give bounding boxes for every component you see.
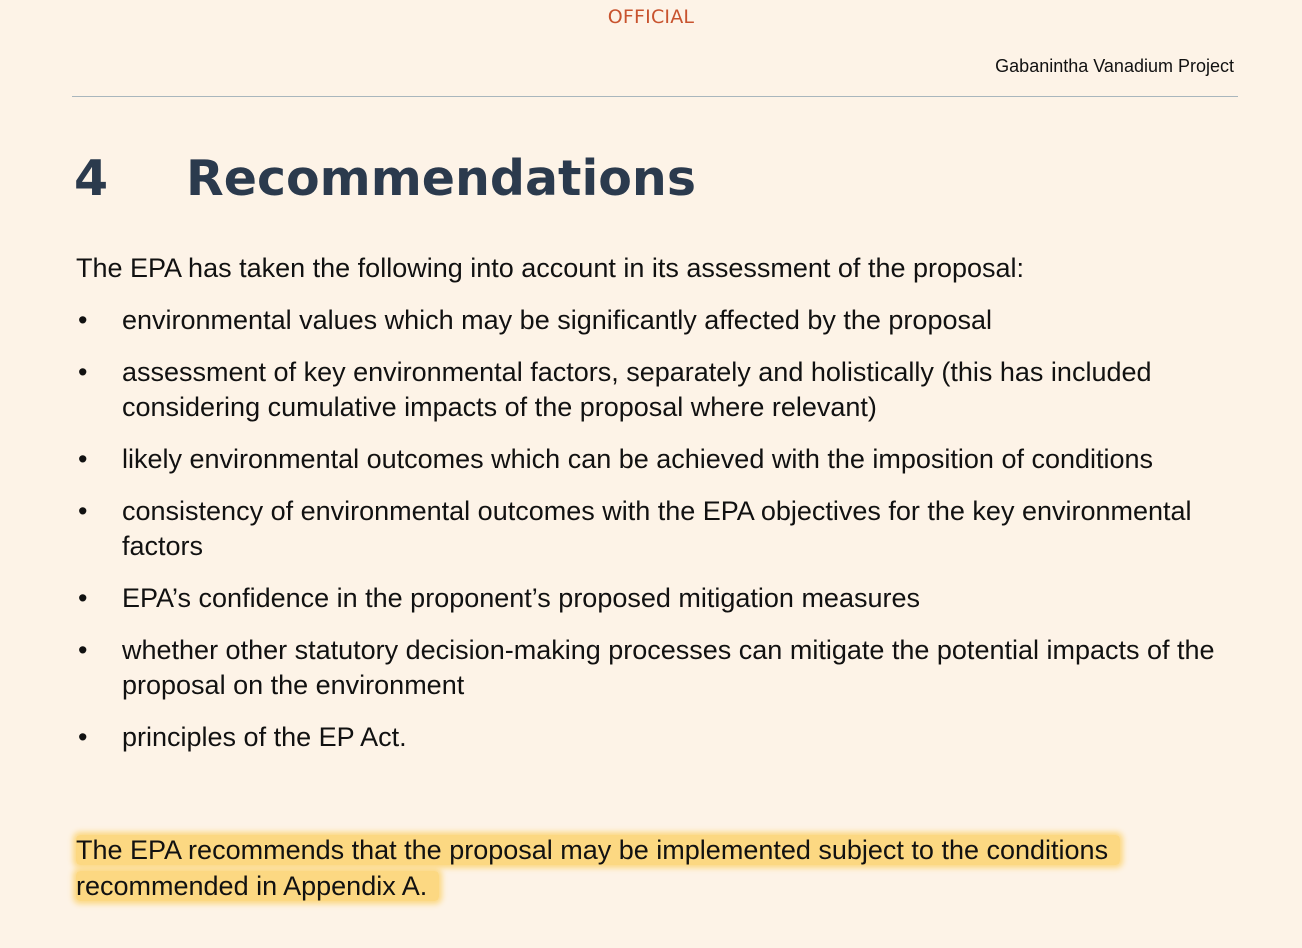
list-item-text: environmental values which may be significantly affected by the proposal <box>122 305 992 335</box>
section-heading <box>74 150 696 207</box>
bullet-icon: • <box>78 722 88 752</box>
running-header-project-name: Gabanintha Vanadium Project <box>995 56 1234 76</box>
recommendation-paragraph <box>76 832 1176 904</box>
list-item <box>76 442 1226 477</box>
list-item <box>76 355 1226 425</box>
header-divider <box>72 96 1238 97</box>
list-item <box>76 494 1226 564</box>
list-item-text: whether other statutory decision-making processes can mitigate the potential impacts of the proposal on the environment <box>122 635 1215 700</box>
bullet-icon: • <box>78 635 88 665</box>
list-item <box>76 581 1226 616</box>
section-number: 4 <box>74 150 109 207</box>
bullet-icon: • <box>78 444 88 474</box>
list-item-text: principles of the EP Act. <box>122 722 407 752</box>
considerations-list <box>76 303 1226 772</box>
list-item <box>76 720 1226 755</box>
list-item <box>76 303 1226 338</box>
list-item-text: assessment of key environmental factors, separately and holistically (this has included considering cumulative impacts of the proposal where relevant) <box>122 357 1152 422</box>
list-item <box>76 633 1226 703</box>
list-item-text: consistency of environmental outcomes with the EPA objectives for the key environmental factors <box>122 496 1192 561</box>
list-item-text: EPA’s confidence in the proponent’s proposed mitigation measures <box>122 583 920 613</box>
section-title: Recommendations <box>186 150 696 207</box>
intro-paragraph: The EPA has taken the following into account in its assessment of the proposal: <box>76 253 1025 283</box>
highlighted-recommendation[interactable]: The EPA recommends that the proposal may be implemented subject to the conditions recommended in Appendix A. <box>76 835 1120 901</box>
classification-marking: OFFICIAL <box>607 6 695 28</box>
bullet-icon: • <box>78 357 88 387</box>
bullet-icon: • <box>78 496 88 526</box>
bullet-icon: • <box>78 305 88 335</box>
bullet-icon: • <box>78 583 88 613</box>
list-item-text: likely environmental outcomes which can be achieved with the imposition of conditions <box>122 444 1154 474</box>
